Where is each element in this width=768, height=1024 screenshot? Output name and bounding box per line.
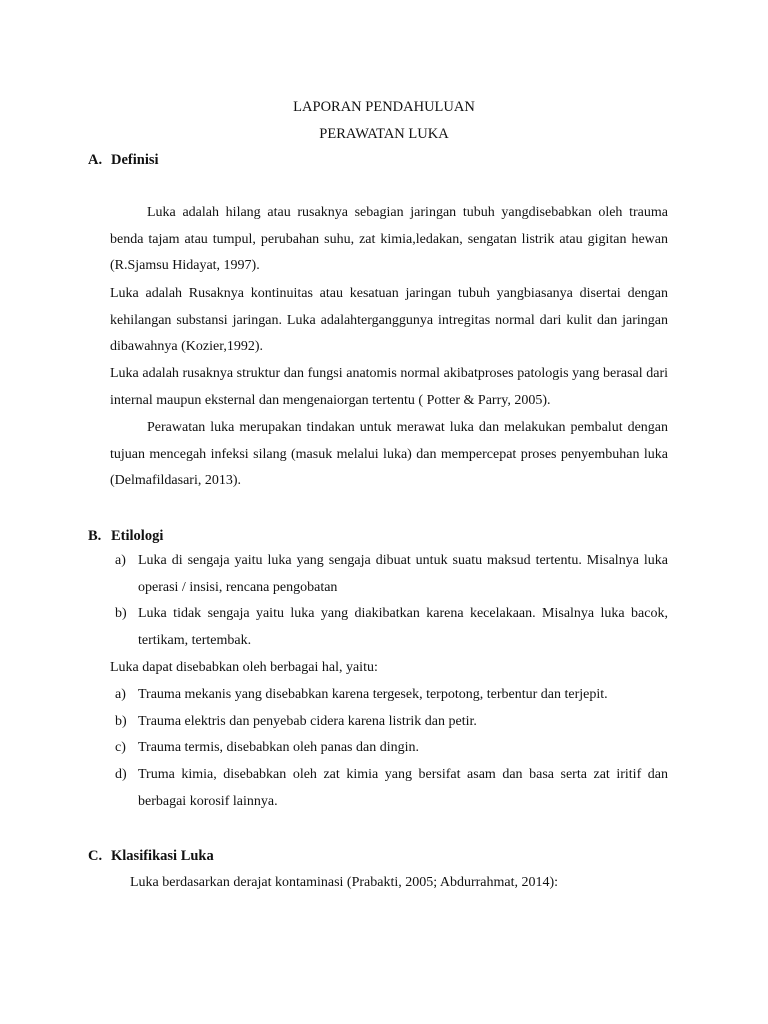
list-item-text: Trauma elektris dan penyebab cidera karena listrik dan petir. <box>138 714 477 729</box>
list-marker: a) <box>115 687 126 702</box>
definition-paragraph-2: Luka adalah Rusaknya kontinuitas atau kesatuan jaringan tubuh yangbiasanya disertai dengan kehilangan substansi jaringan. Luka adalahterganggunya intregitas normal dari kulit dan jaringan dibawahnya (Kozier,1992). <box>110 286 668 355</box>
section-c-heading <box>88 847 214 865</box>
section-b-heading <box>88 527 163 545</box>
list-marker: d) <box>115 767 127 782</box>
list-marker: a) <box>115 553 126 568</box>
list-marker: c) <box>115 740 126 755</box>
section-c-label: C. <box>88 848 103 864</box>
list-item-text: Trauma termis, disebabkan oleh panas dan dingin. <box>138 740 419 755</box>
section-a-heading <box>88 151 159 169</box>
document-title-line-1: LAPORAN PENDAHULUAN <box>293 99 475 115</box>
cause-list-item <box>110 548 668 601</box>
trauma-list-item <box>110 709 668 736</box>
section-a-title: Definisi <box>111 152 159 168</box>
section-b-label: B. <box>88 528 102 544</box>
section-a-label: A. <box>88 152 103 168</box>
list-marker: b) <box>115 714 127 729</box>
definition-paragraph-4: Perawatan luka merupakan tindakan untuk merawat luka dan melakukan pembalut dengan tujuan mencegah infeksi silang (masuk melalui luka) dan mempercepat proses penyembuhan luka (Delmafildasari, 2013). <box>110 420 668 489</box>
section-b-title: Etilologi <box>111 528 164 544</box>
definition-paragraph-1: Luka adalah hilang atau rusaknya sebagian jaringan tubuh yangdisebabkan oleh trauma benda tajam atau tumpul, perubahan suhu, zat kimia,ledakan, sengatan listrik atau gigitan hewan (R.Sjamsu Hidayat, 1997). <box>110 205 668 274</box>
trauma-list-item <box>110 682 668 709</box>
list-item-text: Truma kimia, disebabkan oleh zat kimia yang bersifat asam dan basa serta zat iritif dan berbagai korosif lainnya. <box>138 767 668 809</box>
list-item-text: Luka tidak sengaja yaitu luka yang diakibatkan karena kecelakaan. Misalnya luka bacok, tertikam, tertembak. <box>138 606 668 648</box>
cause-list-item <box>110 601 668 654</box>
section-c-title: Klasifikasi Luka <box>111 848 214 864</box>
trauma-list-item <box>110 735 668 762</box>
classification-intro: Luka berdasarkan derajat kontaminasi (Prabakti, 2005; Abdurrahmat, 2014): <box>130 875 559 890</box>
trauma-list-item <box>110 762 668 815</box>
list-marker: b) <box>115 606 127 621</box>
list-item-text: Luka di sengaja yaitu luka yang sengaja dibuat untuk suatu maksud tertentu. Misalnya luka operasi / insisi, rencana pengobatan <box>138 553 668 595</box>
causes-intro: Luka dapat disebabkan oleh berbagai hal, yaitu: <box>110 660 378 675</box>
list-item-text: Trauma mekanis yang disebabkan karena tergesek, terpotong, terbentur dan terjepit. <box>138 687 608 702</box>
document-title-line-2: PERAWATAN LUKA <box>319 126 449 142</box>
definition-paragraph-3: Luka adalah rusaknya struktur dan fungsi anatomis normal akibatproses patologis yang berasal dari internal maupun eksternal dan mengenaiorgan tertentu ( Potter & Parry, 2005). <box>110 366 668 408</box>
